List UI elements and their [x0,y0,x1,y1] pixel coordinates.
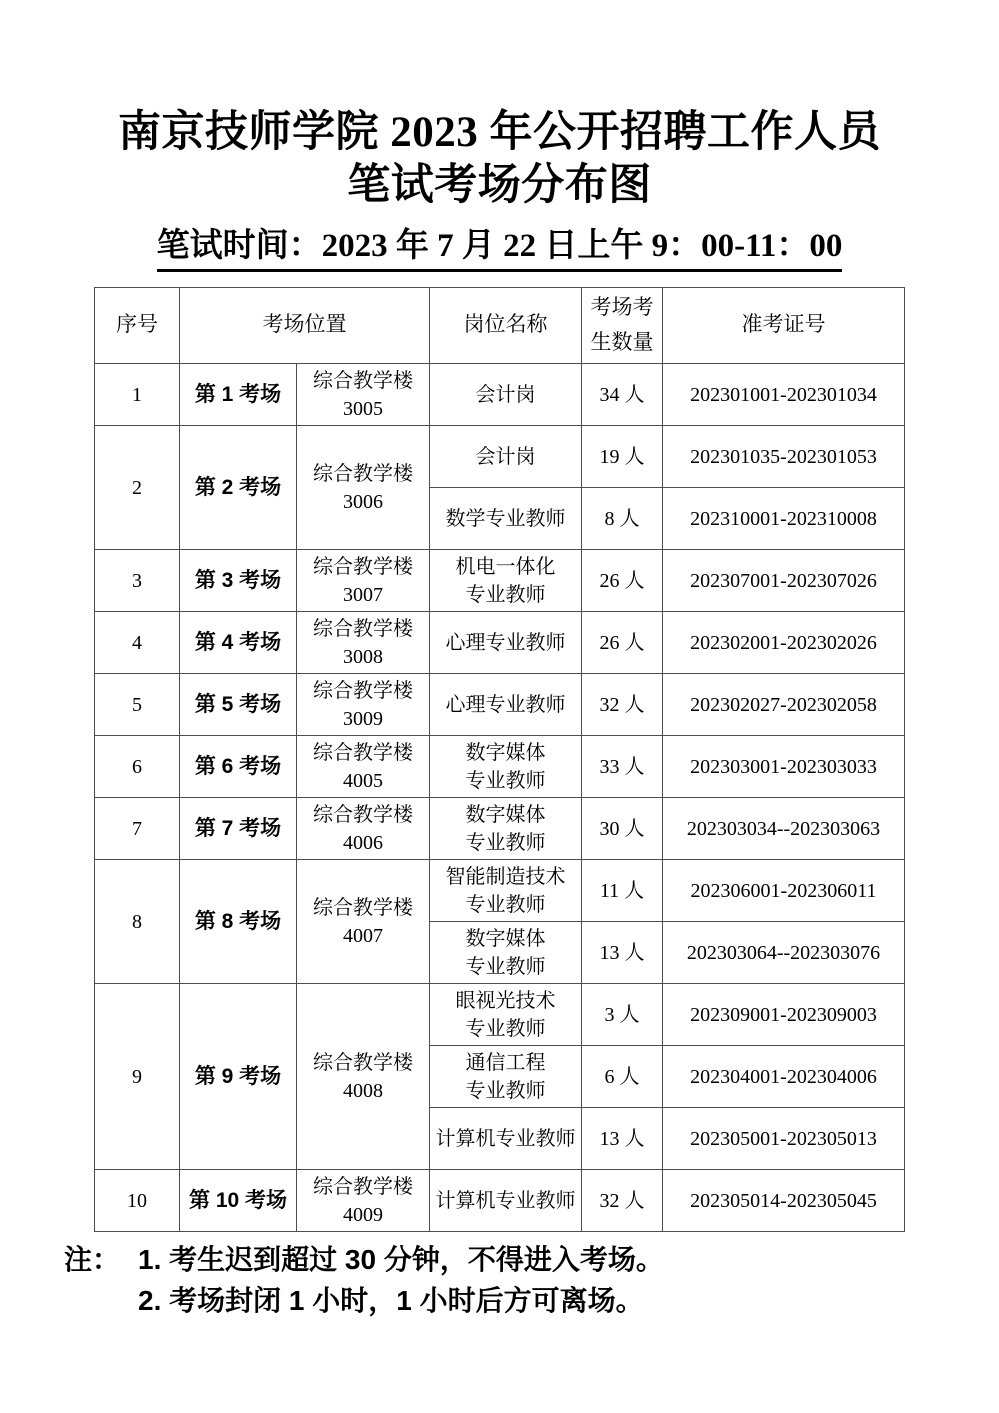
position-cell: 心理专业教师 [430,612,582,674]
count-cell: 6 人 [582,1046,663,1108]
note-line-1 [64,1240,999,1281]
count-cell: 26 人 [582,550,663,612]
count-cell: 8 人 [582,488,663,550]
position-cell: 数学专业教师 [430,488,582,550]
count-cell: 26 人 [582,612,663,674]
note-prefix-spacer [64,1281,138,1322]
table-row [95,426,905,488]
room-cell: 第 5 考场 [180,674,297,736]
footnotes [64,1240,999,1321]
position-cell: 会计岗 [430,426,582,488]
ticket-cell: 202302027-202302058 [663,674,905,736]
room-cell: 第 7 考场 [180,798,297,860]
position-cell: 眼视光技术 专业教师 [430,984,582,1046]
count-cell: 32 人 [582,1170,663,1232]
ticket-cell: 202303001-202303033 [663,736,905,798]
page-title-line1: 南京技师学院 2023 年公开招聘工作人员 [118,109,881,156]
position-cell: 心理专业教师 [430,674,582,736]
count-cell: 13 人 [582,1108,663,1170]
position-cell: 机电一体化 专业教师 [430,550,582,612]
position-cell: 数字媒体 专业教师 [430,922,582,984]
position-cell: 数字媒体 专业教师 [430,736,582,798]
exam-time-subtitle [0,219,999,272]
building-cell: 综合教学楼 3007 [297,550,430,612]
ticket-cell: 202301001-202301034 [663,364,905,426]
room-cell: 第 3 考场 [180,550,297,612]
table-row [95,860,905,922]
table-row [95,798,905,860]
note-text-1: 1. 考生迟到超过 30 分钟，不得进入考场。 [138,1244,664,1275]
count-cell: 33 人 [582,736,663,798]
header-position: 岗位名称 [430,287,582,363]
building-cell: 综合教学楼 4007 [297,860,430,984]
building-cell: 综合教学楼 3009 [297,674,430,736]
table-row [95,674,905,736]
note-prefix: 注： [64,1244,121,1275]
ticket-cell: 202309001-202309003 [663,984,905,1046]
position-cell: 数字媒体 专业教师 [430,798,582,860]
building-cell: 综合教学楼 3008 [297,612,430,674]
ticket-cell: 202307001-202307026 [663,550,905,612]
position-cell: 会计岗 [430,364,582,426]
table-row [95,364,905,426]
room-cell: 第 1 考场 [180,364,297,426]
ticket-cell: 202305014-202305045 [663,1170,905,1232]
room-cell: 第 4 考场 [180,612,297,674]
seq-cell: 10 [95,1170,180,1232]
room-cell: 第 2 考场 [180,426,297,550]
ticket-cell: 202306001-202306011 [663,860,905,922]
room-cell: 第 10 考场 [180,1170,297,1232]
table-header-row [95,287,905,363]
seq-cell: 3 [95,550,180,612]
seq-cell: 8 [95,860,180,984]
count-cell: 13 人 [582,922,663,984]
ticket-cell: 202303064--202303076 [663,922,905,984]
building-cell: 综合教学楼 3006 [297,426,430,550]
ticket-cell: 202304001-202304006 [663,1046,905,1108]
count-cell: 11 人 [582,860,663,922]
position-cell: 计算机专业教师 [430,1108,582,1170]
building-cell: 综合教学楼 4006 [297,798,430,860]
seq-cell: 6 [95,736,180,798]
ticket-cell: 202305001-202305013 [663,1108,905,1170]
seq-cell: 9 [95,984,180,1170]
table-row [95,736,905,798]
count-cell: 34 人 [582,364,663,426]
building-cell: 综合教学楼 3005 [297,364,430,426]
exam-time-text: 笔试时间：2023 年 7 月 22 日上午 9：00-11：00 [157,219,843,272]
position-cell: 计算机专业教师 [430,1170,582,1232]
table-row [95,550,905,612]
table-row [95,984,905,1046]
page-title-line2: 笔试考场分布图 [347,162,652,210]
count-cell: 3 人 [582,984,663,1046]
building-cell: 综合教学楼 4008 [297,984,430,1170]
position-cell: 通信工程 专业教师 [430,1046,582,1108]
header-seq: 序号 [95,287,180,363]
seq-cell: 1 [95,364,180,426]
exam-room-table [94,287,905,1232]
ticket-cell: 202310001-202310008 [663,488,905,550]
building-cell: 综合教学楼 4005 [297,736,430,798]
count-cell: 30 人 [582,798,663,860]
seq-cell: 7 [95,798,180,860]
header-location: 考场位置 [180,287,430,363]
ticket-cell: 202301035-202301053 [663,426,905,488]
count-cell: 32 人 [582,674,663,736]
table-row [95,1170,905,1232]
room-cell: 第 6 考场 [180,736,297,798]
note-text-2: 2. 考场封闭 1 小时，1 小时后方可离场。 [138,1284,644,1316]
header-count: 考场考 生数量 [582,287,663,363]
page-title [0,0,999,213]
seq-cell: 5 [95,674,180,736]
header-ticket: 准考证号 [663,287,905,363]
table-row [95,612,905,674]
count-cell: 19 人 [582,426,663,488]
room-cell: 第 8 考场 [180,860,297,984]
building-cell: 综合教学楼 4009 [297,1170,430,1232]
note-line-2 [64,1281,999,1322]
seq-cell: 4 [95,612,180,674]
ticket-cell: 202303034--202303063 [663,798,905,860]
seq-cell: 2 [95,426,180,550]
position-cell: 智能制造技术 专业教师 [430,860,582,922]
room-cell: 第 9 考场 [180,984,297,1170]
ticket-cell: 202302001-202302026 [663,612,905,674]
